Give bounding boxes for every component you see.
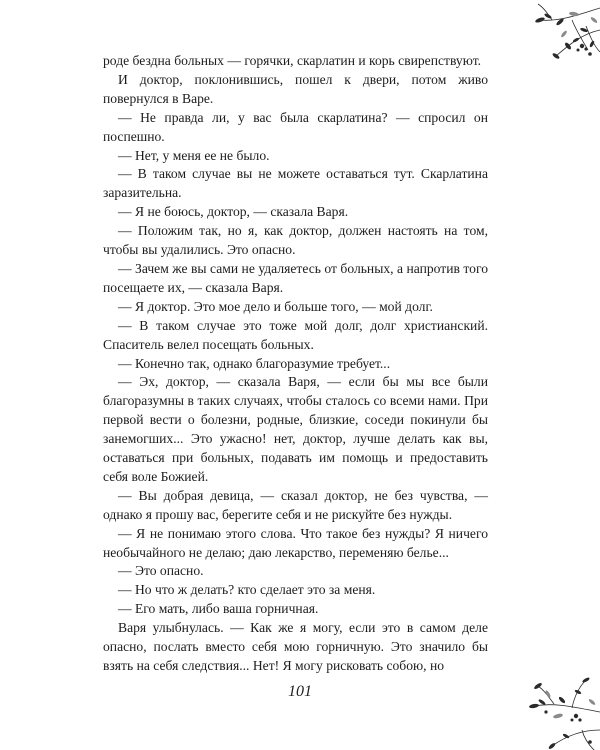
paragraph: — В таком случае это тоже мой долг, долг христианский. Спаситель велел посещать больных.	[103, 317, 488, 352]
paragraph: — Его мать, либо ваша горничная.	[118, 601, 319, 617]
paragraph: — Вы добрая девица, — сказал доктор, не без чувства, — однако я прошу вас, берегите себя и не рискуйте без нужды.	[103, 487, 488, 522]
paragraph: — Это опасно.	[118, 563, 204, 579]
page-number: 101	[288, 683, 312, 700]
paragraph: роде бездна больных — горячки, скарлатин и корь свирепствуют.	[103, 53, 482, 68]
paragraph: — В таком случае вы не можете оставаться тут. Скарлатина заразительна.	[103, 166, 488, 201]
paragraph: Варя улыбнулась. — Как же я могу, если это в самом деле опасно, послать вместо себя мою горничную. Это значило бы взять на себя следствия... Нет! Я могу рисковать собою, но	[103, 620, 488, 673]
paragraph: — Я доктор. Это мое дело и больше того, — мой долг.	[118, 298, 433, 314]
paragraph: — Я не понимаю этого слова. Что такое без нужды? Я ничего необычайного не делаю; даю лекарство, переменяю белье...	[103, 525, 488, 560]
paragraph: И доктор, поклонившись, пошел к двери, потом живо повернулся в Варе.	[103, 71, 488, 106]
paragraph: — Не правда ли, у вас была скарлатина? — спросил он поспешно.	[103, 109, 488, 144]
body-text	[103, 52, 488, 676]
paragraph: — Эх, доктор, — сказала Варя, — если бы мы все были благоразумны в таких случаях, чтобы сталось со всеми нами. При первой вести о болезни, родные, близкие, соседи покинули бы занемогших... Это ужасно! нет, доктор, лучше делать как вы, оставаться при больных, подавать им помощь и предоставить себя воле Божией.	[103, 374, 488, 484]
paragraph: — Но что ж делать? кто сделает это за меня.	[118, 582, 376, 598]
paragraph: — Я не боюсь, доктор, — сказала Варя.	[118, 204, 349, 220]
paragraph: — Зачем же вы сами не удаляетесь от больных, а напротив того посещаете их, — сказала Варя.	[103, 260, 488, 295]
floral-ornament-top-icon	[490, 0, 600, 70]
paragraph: — Нет, у меня ее не было.	[118, 147, 270, 163]
paragraph: — Положим так, но я, как доктор, должен настоять на том, чтобы вы удалились. Это опасно.	[103, 223, 488, 258]
paragraph: — Конечно так, однако благоразумие требует...	[118, 355, 391, 371]
